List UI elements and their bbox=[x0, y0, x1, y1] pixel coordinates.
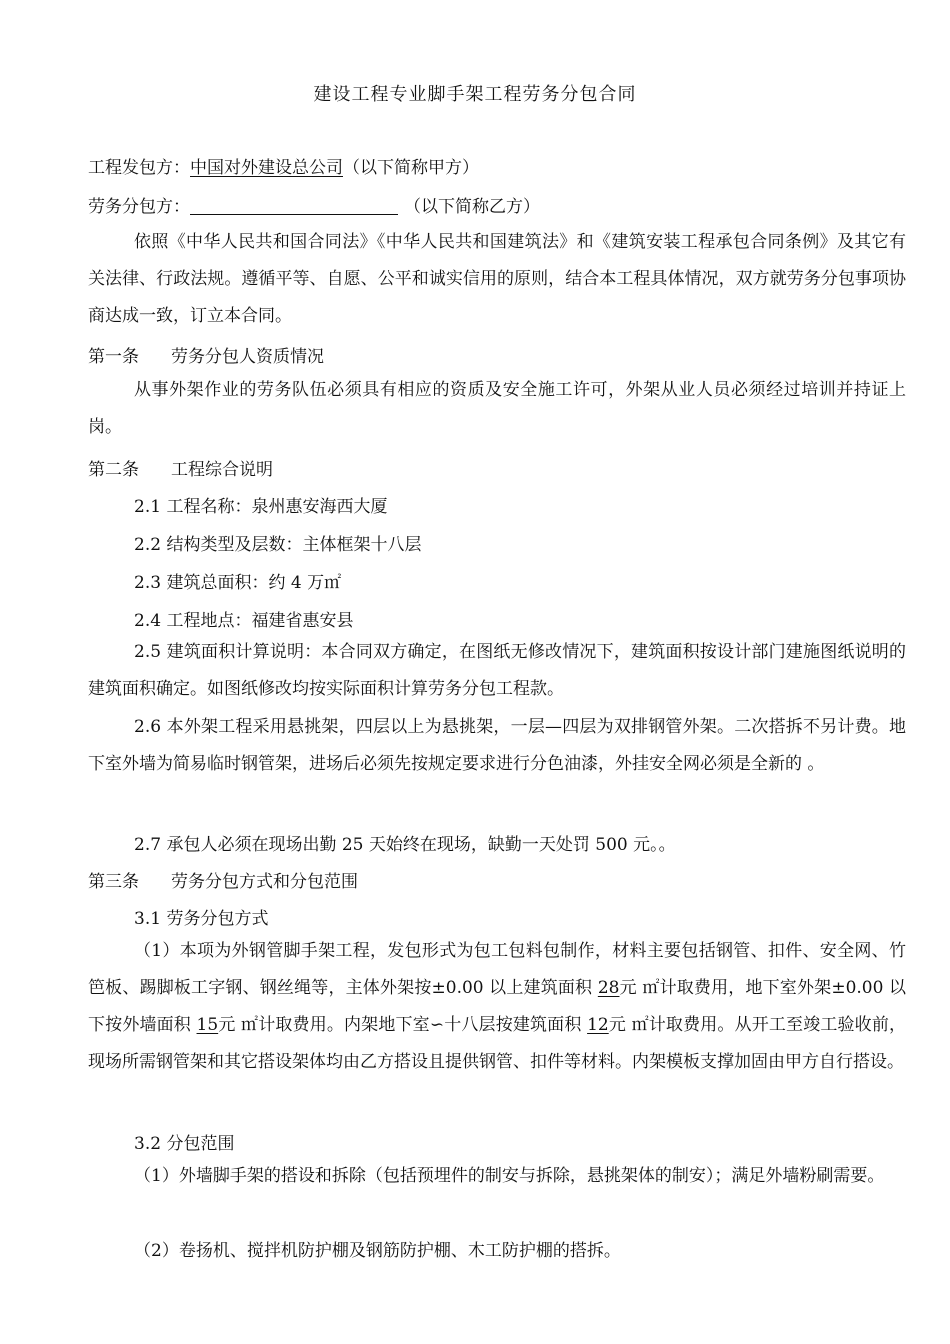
item-2-4: 2.4 工程地点：福建省惠安县 bbox=[134, 611, 354, 631]
article-3-heading bbox=[88, 867, 906, 892]
article-1-number: 第一条 bbox=[88, 347, 139, 367]
contractor-name-blank bbox=[190, 196, 398, 215]
item-2-1: 2.1 工程名称：泉州惠安海西大厦 bbox=[134, 497, 388, 517]
employer-label: 工程发包方： bbox=[88, 158, 190, 178]
contractor-line bbox=[88, 192, 906, 217]
article-3-number: 第三条 bbox=[88, 872, 139, 892]
employer-name: 中国对外建设总公司 bbox=[190, 158, 343, 178]
article-1-heading bbox=[88, 342, 906, 367]
article-2-number: 第二条 bbox=[88, 460, 139, 480]
rate-above-ground: 28 bbox=[597, 978, 620, 998]
section-3-2: 3.2 分包范围 bbox=[134, 1134, 235, 1154]
preamble: 依照《中华人民共和国合同法》《中华人民共和国建筑法》和《建筑安装工程承包合同条例》及其它有关法律、行政法规。遵循平等、自愿、公平和诚实信用的原则，结合本工程具体情况，双方就劳务分包事项协商达成一致，订立本合同。 bbox=[88, 232, 906, 326]
contractor-alias: （以下简称乙方） bbox=[404, 197, 540, 217]
method-text-a: （1）本项为外钢管脚手架工程，发包形式为包工包料包制作，材料主要包括钢管、扣件、安全网、竹笆板、踢脚板工字钢、钢丝绳等，主体外架按±0.00 以上建筑面积 bbox=[88, 941, 906, 998]
document-title: 建设工程专业脚手架工程劳务分包合同 bbox=[313, 84, 637, 105]
method-text-b: 元 ㎡计取费用，地下室外架±0.00 以下按外墙面积 bbox=[88, 978, 907, 1035]
item-2-5: 2.5 建筑面积计算说明：本合同双方确定，在图纸无修改情况下，建筑面积按设计部门建施图纸说明的建筑面积确定。如图纸修改均按实际面积计算劳务分包工程款。 bbox=[88, 642, 906, 699]
employer-alias: （以下简称甲方） bbox=[343, 158, 479, 178]
item-2-7: 2.7 承包人必须在现场出勤 25 天始终在现场，缺勤一天处罚 500 元。。 bbox=[134, 835, 676, 855]
scope-item-1: （1）外墙脚手架的搭设和拆除（包括预埋件的制安与拆除，悬挑架体的制安）；满足外墙粉刷需要。 bbox=[134, 1166, 885, 1186]
method-text-d: 元 ㎡计取费用。从开工至竣工验收前，现场所需钢管架和其它搭设架体均由乙方搭设且提供钢管、扣件等材料。内架模板支撑加固由甲方自行搭设。 bbox=[88, 1015, 907, 1072]
article-2-heading bbox=[88, 455, 906, 480]
article-1-body: 从事外架作业的劳务队伍必须具有相应的资质及安全施工许可，外架从业人员必须经过培训并持证上岗。 bbox=[88, 380, 906, 437]
item-2-6: 2.6 本外架工程采用悬挑架，四层以上为悬挑架，一层—四层为双排钢管外架。二次搭拆不另计费。地下室外墙为简易临时钢管架，进场后必须先按规定要求进行分色油漆，外挂安全网必须是全新的 。 bbox=[88, 717, 906, 774]
employer-line bbox=[88, 153, 906, 178]
item-2-2: 2.2 结构类型及层数：主体框架十八层 bbox=[134, 535, 422, 555]
rate-basement: 15 bbox=[196, 1015, 219, 1035]
scope-item-2: （2）卷扬机、搅拌机防护棚及钢筋防护棚、木工防护棚的搭拆。 bbox=[134, 1241, 621, 1261]
method-text-c: 元 ㎡计取费用。内架地下室∽十八层按建筑面积 bbox=[218, 1015, 588, 1035]
article-3-title: 劳务分包方式和分包范围 bbox=[171, 872, 358, 892]
article-1-title: 劳务分包人资质情况 bbox=[171, 347, 324, 367]
section-3-1: 3.1 劳务分包方式 bbox=[134, 909, 269, 929]
subcontract-method-paragraph bbox=[88, 933, 906, 1081]
contractor-label: 劳务分包方： bbox=[88, 197, 190, 217]
article-2-title: 工程综合说明 bbox=[171, 460, 273, 480]
item-2-3: 2.3 建筑总面积：约 4 万㎡ bbox=[134, 573, 342, 593]
rate-interior: 12 bbox=[587, 1015, 609, 1035]
